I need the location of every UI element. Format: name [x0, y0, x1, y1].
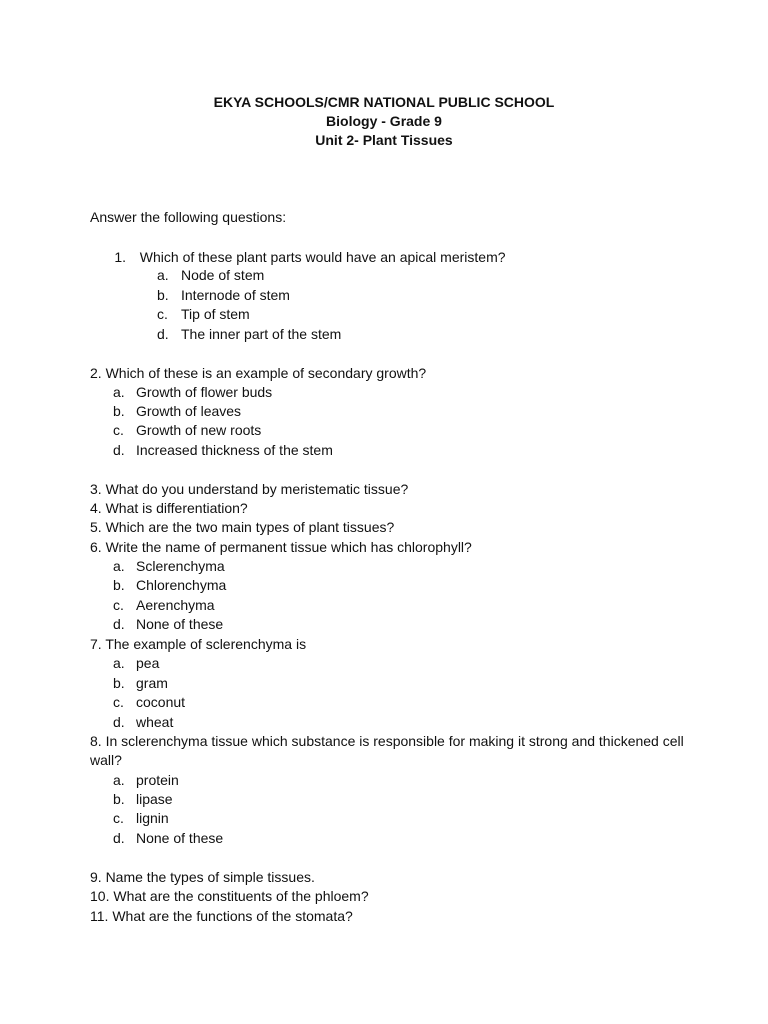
option-letter: c.	[113, 810, 124, 826]
option-text: Tip of stem	[181, 306, 250, 322]
option-letter: d.	[157, 326, 169, 342]
option	[113, 384, 272, 401]
instructions: Answer the following questions:	[90, 209, 287, 225]
question-3: 3. What do you understand by meristematic tissue?	[90, 481, 409, 497]
unit-title: Unit 2- Plant Tissues	[315, 132, 453, 148]
option-letter: b.	[113, 403, 125, 419]
question-11: 11. What are the functions of the stomata?	[90, 908, 353, 924]
question-4: 4. What is differentiation?	[90, 500, 248, 516]
option-text: coconut	[136, 694, 186, 710]
option	[113, 830, 223, 847]
question-9: 9. Name the types of simple tissues.	[90, 869, 315, 885]
option-text: Growth of new roots	[136, 422, 262, 438]
option-text: Chlorenchyma	[136, 577, 227, 593]
option	[113, 714, 173, 731]
question-10: 10. What are the constituents of the phloem?	[90, 888, 369, 904]
option	[157, 287, 290, 304]
option-text: Sclerenchyma	[136, 558, 225, 574]
question-7: 7. The example of sclerenchyma is	[90, 636, 307, 652]
subject-title: Biology - Grade 9	[326, 113, 442, 129]
option-letter: a.	[113, 384, 125, 400]
option	[113, 577, 226, 594]
option-text: None of these	[136, 616, 224, 632]
option-text: Internode of stem	[181, 287, 290, 303]
option-text: lignin	[136, 810, 169, 826]
question-2: 2. Which of these is an example of secondary growth?	[90, 365, 427, 381]
option	[157, 326, 341, 343]
option	[113, 772, 179, 789]
question-8-line-1: 8. In sclerenchyma tissue which substance is responsible for making it strong and thickened cell	[90, 733, 684, 749]
option	[113, 791, 173, 808]
option	[113, 403, 241, 420]
option	[157, 306, 250, 323]
option-letter: b.	[113, 791, 125, 807]
question-1	[112, 249, 506, 266]
option-letter: b.	[157, 287, 169, 303]
option-text: Aerenchyma	[136, 597, 215, 613]
option-letter: d.	[113, 714, 125, 730]
option	[113, 616, 223, 633]
option	[113, 442, 333, 459]
option-text: pea	[136, 655, 160, 671]
question-number: 1.	[114, 249, 126, 265]
option	[113, 422, 261, 439]
option-text: wheat	[136, 714, 174, 730]
option-letter: c.	[113, 597, 124, 613]
option	[113, 675, 168, 692]
option-letter: c.	[157, 306, 168, 322]
option	[113, 558, 225, 575]
option-letter: b.	[113, 675, 125, 691]
option	[113, 694, 185, 711]
option	[157, 267, 264, 284]
option-letter: a.	[113, 558, 125, 574]
option-letter: d.	[113, 442, 125, 458]
option	[113, 655, 159, 672]
option-text: None of these	[136, 830, 224, 846]
option-letter: c.	[113, 422, 124, 438]
option-text: Growth of leaves	[136, 403, 242, 419]
option-text: The inner part of the stem	[181, 326, 342, 342]
question-8-line-2: wall?	[90, 752, 122, 768]
school-name: EKYA SCHOOLS/CMR NATIONAL PUBLIC SCHOOL	[213, 94, 555, 110]
question-5: 5. Which are the two main types of plant tissues?	[90, 519, 395, 535]
option	[113, 810, 169, 827]
option-letter: b.	[113, 577, 125, 593]
option-text: Growth of flower buds	[136, 384, 273, 400]
option-letter: d.	[113, 830, 125, 846]
option-letter: a.	[113, 655, 125, 671]
option-text: lipase	[136, 791, 173, 807]
option-text: Node of stem	[181, 267, 265, 283]
question-6: 6. Write the name of permanent tissue which has chlorophyll?	[90, 539, 472, 555]
option-letter: c.	[113, 694, 124, 710]
option-text: gram	[136, 675, 168, 691]
option-letter: a.	[157, 267, 169, 283]
option	[113, 597, 215, 614]
option-text: protein	[136, 772, 179, 788]
option-letter: d.	[113, 616, 125, 632]
option-text: Increased thickness of the stem	[136, 442, 333, 458]
option-letter: a.	[113, 772, 125, 788]
question-text: Which of these plant parts would have an apical meristem?	[139, 249, 506, 265]
